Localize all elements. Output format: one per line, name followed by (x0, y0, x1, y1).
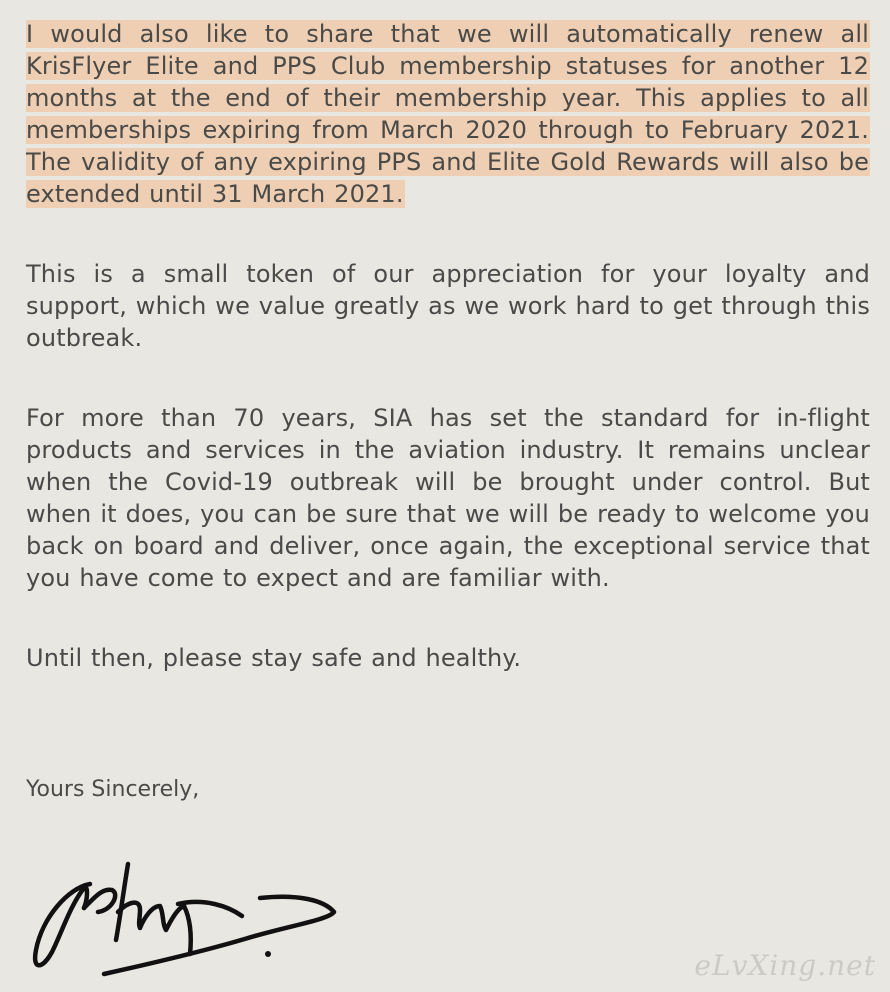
history-paragraph: For more than 70 years, SIA has set the standard for in-flight products and services in the aviation industry. It remains unclear when the Covid-19 outbreak will be brought under control. But when it does, you can be sure that we will be ready to welcome you back on board and deliver, once again, the exceptional service that you have come to expect and are familiar with. (26, 404, 870, 592)
highlighted-paragraph (26, 18, 870, 210)
farewell-paragraph: Until then, please stay safe and healthy. (26, 644, 522, 672)
site-watermark: eLvXing.net (694, 949, 876, 982)
handwritten-signature (28, 858, 348, 988)
letter-body (26, 18, 870, 674)
appreciation-paragraph: This is a small token of our appreciation for your loyalty and support, which we value greatly as we work hard to get through this outbreak. (26, 260, 870, 352)
closing-salutation: Yours Sincerely, (26, 777, 200, 802)
highlight-span: I would also like to share that we will automatically renew all KrisFlyer Elite and PPS Club membership statuses for another 12 months at the end of their membership year. This applies to all memberships expiring from March 2020 through to February 2021. The validity of any expiring PPS and Elite Gold Rewards will also be extended until 31 March 2021. (26, 20, 869, 208)
